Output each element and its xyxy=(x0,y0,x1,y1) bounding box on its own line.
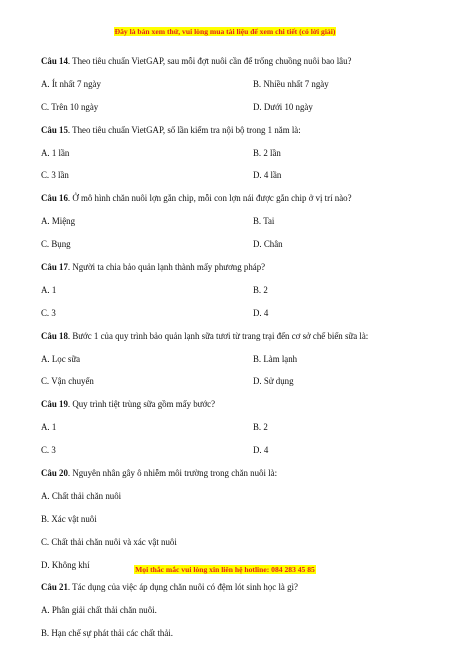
footer-notice-text: Mọi thắc mắc vui lòng xin liên hệ hotline: 084 283 45 85 xyxy=(135,565,315,574)
option-b: B. 2 xyxy=(253,422,268,433)
option-d: D. Sử dụng xyxy=(253,376,294,387)
question-number: Câu 20 xyxy=(41,468,68,479)
question-list xyxy=(41,54,421,649)
options-row xyxy=(41,77,421,92)
options-row xyxy=(41,420,421,435)
option-b: B. Hạn chế sự phát thải các chất thải. xyxy=(41,628,173,639)
option-a: A. Chất thải chăn nuôi xyxy=(41,490,122,501)
question-number: Câu 21 xyxy=(41,582,68,593)
option-c: C. Trên 10 ngày xyxy=(41,101,99,112)
option-d: D. Chân xyxy=(253,239,283,250)
question-text: . Tác dụng của việc áp dụng chăn nuôi có đệm lót sinh học là gì? xyxy=(67,582,298,593)
options-row xyxy=(41,306,421,321)
question-text: . Bước 1 của quy trình bảo quản lạnh sữa tươi từ trang trại đến cơ sở chế biến sữa là: xyxy=(67,330,369,341)
option-a: A. 1 xyxy=(41,284,57,295)
question-19 xyxy=(41,397,421,412)
options-row xyxy=(41,443,421,458)
question-21 xyxy=(41,580,421,595)
question-number: Câu 17 xyxy=(41,262,68,273)
option-d: D. 4 xyxy=(253,445,269,456)
options-row xyxy=(41,283,421,298)
option-a: A. 1 lần xyxy=(41,147,70,158)
option-c: C. 3 lần xyxy=(41,170,69,181)
question-18 xyxy=(41,329,421,344)
option-a: A. Ít nhất 7 ngày xyxy=(41,78,101,89)
question-number: Câu 15 xyxy=(41,124,68,135)
option-c: C. Chất thải chăn nuôi và xác vật nuôi xyxy=(41,536,177,547)
option-b: B. 2 lần xyxy=(253,147,281,158)
question-number: Câu 14 xyxy=(41,56,68,66)
option-b: B. Tai xyxy=(253,216,275,227)
option-b: B. Làm lạnh xyxy=(253,353,298,364)
footer-notice xyxy=(0,565,450,574)
option-d: D. 4 lần xyxy=(253,170,282,181)
question-text: . Theo tiêu chuẩn VietGAP, số lần kiểm tra nội bộ trong 1 năm là: xyxy=(67,124,301,135)
question-text: . Quy trình tiệt trùng sữa gồm mấy bước? xyxy=(67,399,216,410)
option-a: A. 1 xyxy=(41,422,57,433)
option-b: B. 2 xyxy=(253,284,268,295)
option-c: C. 3 xyxy=(41,307,56,318)
options-row xyxy=(41,374,421,389)
question-14 xyxy=(41,54,421,69)
option-b: B. Xác vật nuôi xyxy=(41,513,97,524)
header-notice-text: Đây là bản xem thử, vui lòng mua tài liệu để xem chi tiết (có lời giải) xyxy=(114,27,336,36)
option-a: A. Phân giải chất thải chăn nuôi. xyxy=(41,605,157,616)
question-text: . Người ta chia bảo quản lạnh thành mấy phương pháp? xyxy=(67,262,266,273)
option-c: C. Bụng xyxy=(41,239,71,250)
option-b: B. Nhiều nhất 7 ngày xyxy=(253,78,329,89)
options-row xyxy=(41,352,421,367)
options-row xyxy=(41,100,421,115)
options-row xyxy=(41,237,421,252)
question-number: Câu 19 xyxy=(41,399,68,410)
question-number: Câu 18 xyxy=(41,330,68,341)
option-d: D. Dưới 10 ngày xyxy=(253,101,313,112)
question-16 xyxy=(41,191,421,206)
option-d: D. 4 xyxy=(253,307,269,318)
question-20 xyxy=(41,466,421,481)
question-text: . Ở mô hình chăn nuôi lợn gắn chip, mỗi con lợn nái được gắn chip ở vị trí nào? xyxy=(67,193,352,204)
option-c: C. Vận chuyển xyxy=(41,376,94,387)
question-17 xyxy=(41,260,421,275)
header-notice xyxy=(0,27,450,36)
question-text: . Nguyên nhân gây ô nhiễm môi trường trong chăn nuôi là: xyxy=(67,468,278,479)
option-c: C. 3 xyxy=(41,445,56,456)
question-text: . Theo tiêu chuẩn VietGAP, sau mỗi đợt nuôi cần để trống chuồng nuôi bao lâu? xyxy=(67,56,352,66)
options-row xyxy=(41,168,421,183)
option-d: D. Không khí xyxy=(41,559,90,570)
option-a: A. Lọc sữa xyxy=(41,353,81,364)
options-row xyxy=(41,214,421,229)
question-number: Câu 16 xyxy=(41,193,68,204)
option-a: A. Miệng xyxy=(41,216,76,227)
question-15 xyxy=(41,123,421,138)
options-row xyxy=(41,146,421,161)
